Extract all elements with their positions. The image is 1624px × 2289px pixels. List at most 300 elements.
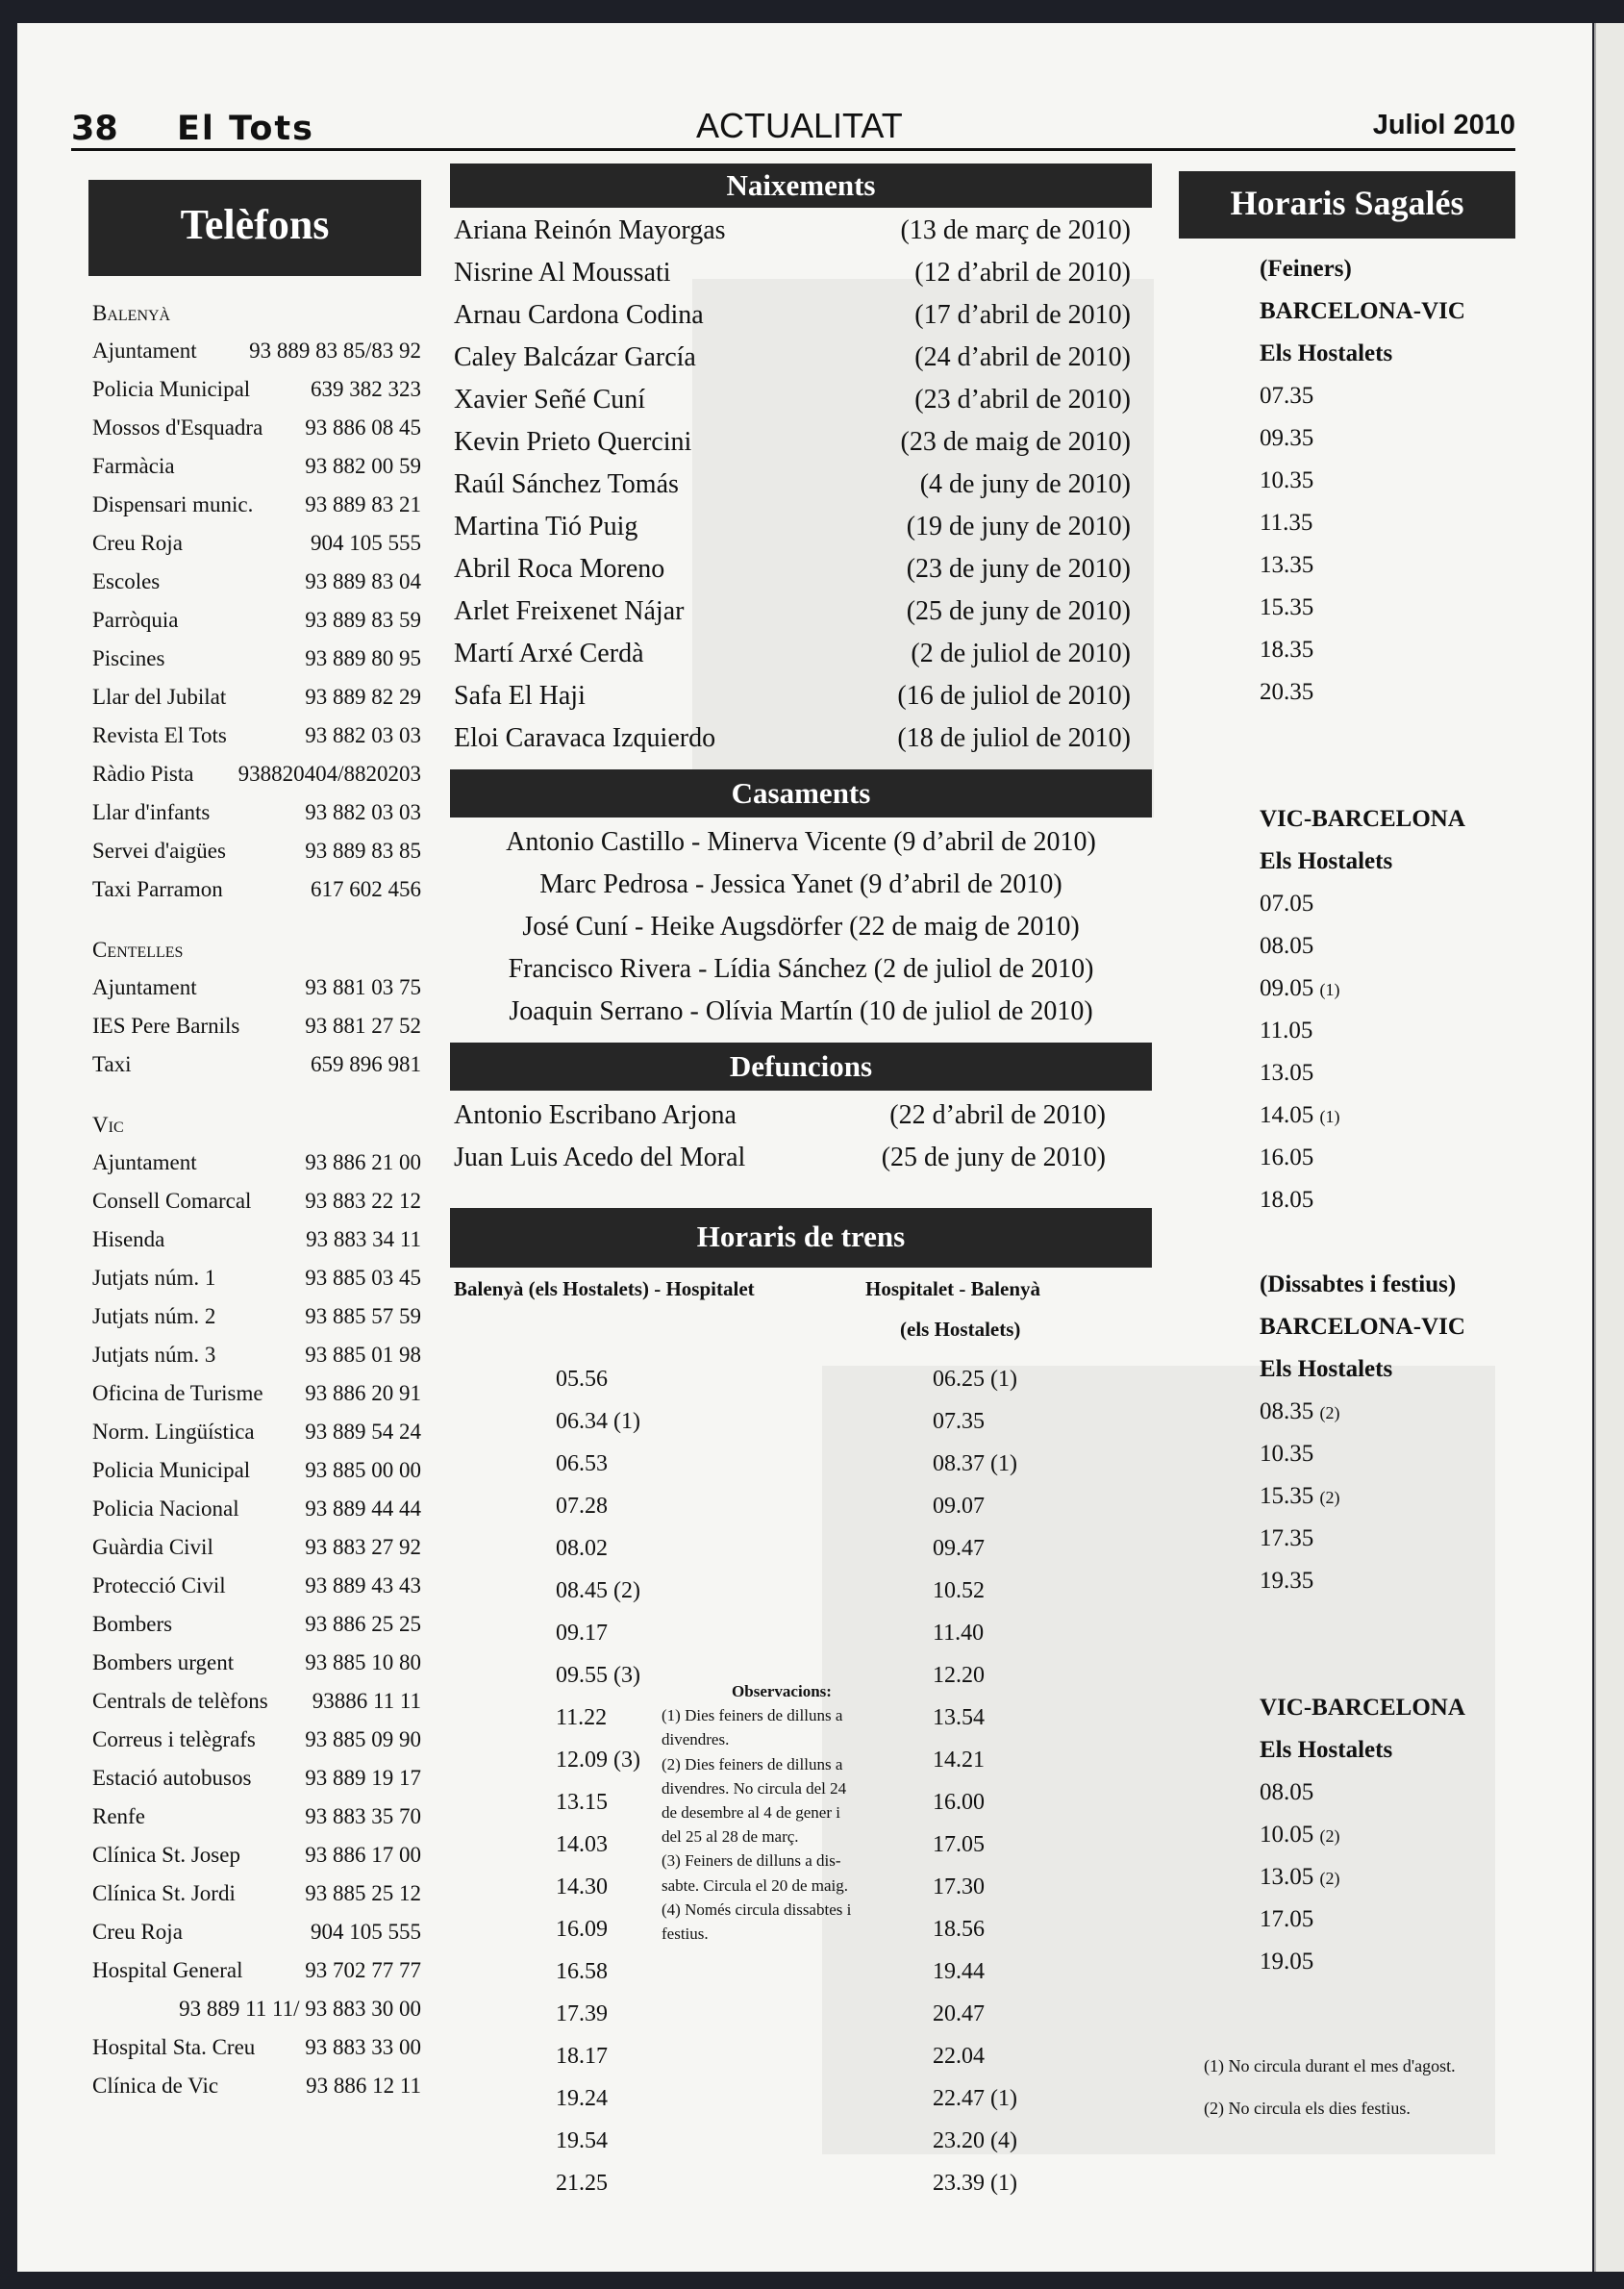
train-time: 21.25 [556,2171,608,2196]
train-time: 14.03 [556,1832,608,1857]
bus-time: 11.05 [1260,1018,1313,1044]
bus-time-note: (2) [1319,1869,1340,1888]
phone-row [88,486,421,524]
train-time: 09.07 [933,1494,985,1519]
phone-row [88,563,421,601]
phone-row [88,1874,421,1913]
birth-row [450,548,1152,591]
birth-date: (23 de maig de 2010) [900,427,1131,457]
phone-label: Ajuntament [92,1150,197,1174]
phone-number: 93 889 83 59 [305,608,421,632]
phone-label: Revista El Tots [92,723,227,747]
phone-label: Hospital Sta. Creu [92,2035,256,2059]
birth-name: Safa El Haji [454,681,586,711]
train-time: 06.25 (1) [933,1367,1017,1392]
birth-name: Arlet Freixenet Nájar [454,596,685,626]
bus-time-row [1260,1560,1515,1602]
phone-label: Escoles [92,569,161,593]
bus-time-row [1260,968,1515,1010]
bus-time: 11.35 [1260,510,1313,536]
bus-time: 17.35 [1260,1525,1314,1551]
phone-number: 659 896 981 [311,1052,421,1076]
telefons-title: Telèfons [88,180,421,276]
route-vic-barcelona: VIC-BARCELONA [1260,806,1465,832]
birth-row [450,717,1152,760]
stop-els-hostalets: Els Hostalets [1260,1737,1393,1763]
phone-label: Farmàcia [92,454,175,478]
phone-number: 93 883 34 11 [306,1227,421,1251]
wedding-row: Francisco Rivera - Lídia Sánchez (2 de juliol de 2010) [508,954,1094,984]
phone-row [88,717,421,755]
phone-number: 93 882 00 59 [305,454,421,478]
wedding-row: José Cuní - Heike Augsdörfer (22 de maig de 2010) [522,912,1080,942]
bus-time-row [1260,460,1515,502]
train-time: 06.34 (1) [556,1409,640,1434]
phone-row [88,793,421,832]
phone-label: Correus i telègrafs [92,1727,256,1751]
phone-number: 93 889 11 11/ 93 883 30 00 [179,1997,421,2021]
telefons-column [88,180,421,2105]
phone-number: 93 889 82 29 [305,685,421,709]
bus-time-row [1260,502,1515,544]
trens-right-header-2: (els Hostalets) [900,1318,1021,1341]
defuncions-title: Defuncions [450,1043,1152,1091]
phone-label: Taxi [92,1052,132,1076]
phone-label: Policia Municipal [92,377,251,401]
train-time: 12.20 [933,1663,985,1688]
phone-label: Clínica St. Josep [92,1843,240,1867]
trens-table [450,1273,1152,2197]
train-time: 17.30 [933,1874,985,1899]
bus-time-row [1260,417,1515,460]
phone-number: 93 889 19 17 [305,1766,421,1790]
train-time: 22.47 (1) [933,2086,1017,2111]
phone-label: Jutjats núm. 1 [92,1266,216,1290]
phone-number: 93 889 54 24 [305,1420,421,1444]
birth-row [450,337,1152,379]
phone-label: Creu Roja [92,1920,183,1944]
masthead [71,102,1515,151]
bus-time: 13.05 [1260,1864,1314,1890]
phone-row [88,1045,421,1084]
bus-time: 16.05 [1260,1144,1314,1170]
phone-row [88,1451,421,1490]
birth-name: Caley Balcázar García [454,342,696,372]
phone-row [88,1259,421,1297]
phone-group-title: Centelles [92,938,184,962]
route-vic-barcelona: VIC-BARCELONA [1260,1695,1465,1721]
phone-label: Ajuntament [92,339,197,363]
birth-row [450,464,1152,506]
phone-label: Clínica St. Jordi [92,1881,236,1905]
bus-time-row [1260,1179,1515,1221]
death-date: (25 de juny de 2010) [881,1143,1106,1172]
train-time: 17.39 [556,2001,608,2026]
bus-time-row [1260,1941,1515,1983]
sagales-column [1179,171,1515,2118]
phone-label: Centrals de telèfons [92,1689,268,1713]
casaments-title: Casaments [450,769,1152,818]
bus-time-row [1260,1094,1515,1137]
train-time: 19.54 [556,2128,608,2153]
wedding-row: Marc Pedrosa - Jessica Yanet (9 d’abril de 2010) [539,869,1062,899]
festius-label: (Dissabtes i festius) [1260,1271,1457,1297]
birth-row [450,675,1152,717]
train-time: 13.15 [556,1790,608,1815]
phone-row [88,870,421,909]
bus-time: 08.05 [1260,1779,1314,1805]
magazine-name: El Tots [177,110,314,148]
birth-name: Xavier Señé Cuní [454,385,646,415]
phone-number: 617 602 456 [311,877,421,901]
death-row [450,1137,1152,1179]
bus-time-row [1260,1433,1515,1475]
bus-time: 20.35 [1260,679,1314,705]
phone-row [88,524,421,563]
train-time: 19.24 [556,2086,608,2111]
bus-time: 08.05 [1260,933,1314,959]
birth-row [450,252,1152,294]
stop-els-hostalets: Els Hostalets [1260,848,1393,874]
phone-row [88,1220,421,1259]
train-time: 11.22 [556,1705,608,1730]
phone-row [88,1182,421,1220]
bus-time: 09.05 [1260,975,1314,1001]
phone-label: Consell Comarcal [92,1189,252,1213]
phone-row [88,1759,421,1798]
phone-number: 93 885 25 12 [305,1881,421,1905]
bus-time: 19.05 [1260,1949,1314,1975]
phone-label: Norm. Lingüística [92,1420,255,1444]
phone-number: 938820404/8820203 [237,762,421,786]
birth-row [450,633,1152,675]
wedding-row: Antonio Castillo - Minerva Vicente (9 d’abril de 2010) [506,827,1096,857]
bus-time-row [1260,629,1515,671]
birth-name: Arnau Cardona Codina [454,300,704,330]
trens-right-header-1: Hospitalet - Balenyà [865,1277,1040,1300]
phone-number: 93 889 83 85 [305,839,421,863]
observacio-line: (3) Feiners de dilluns a dis- [662,1851,841,1871]
phone-row [88,409,421,447]
phone-group-title: Vic [92,1113,124,1137]
bus-time: 07.05 [1260,891,1314,917]
sagales-note-2: (2) No circula els dies festius. [1204,2099,1411,2118]
phone-row [88,640,421,678]
phone-label: Guàrdia Civil [92,1535,213,1559]
train-time: 16.58 [556,1959,608,1984]
next-page-edge [1594,23,1624,2272]
train-time: 16.00 [933,1790,985,1815]
train-time: 16.09 [556,1917,608,1942]
phone-label: Taxi Parramon [92,877,223,901]
phone-label: Protecció Civil [92,1573,226,1597]
phone-row [88,1413,421,1451]
phone-number: 93 881 03 75 [305,975,421,999]
bus-time: 13.35 [1260,552,1314,578]
route-barcelona-vic: BARCELONA-VIC [1260,298,1465,324]
birth-date: (23 de juny de 2010) [906,554,1131,584]
bus-time-row [1260,671,1515,714]
bus-time-row [1260,925,1515,968]
birth-date: (2 de juliol de 2010) [911,639,1131,668]
death-name: Juan Luis Acedo del Moral [454,1143,746,1172]
birth-date: (19 de juny de 2010) [906,512,1131,541]
phone-row [88,1913,421,1951]
phone-label: Ràdio Pista [92,762,194,786]
bus-time-note: (2) [1319,1403,1340,1422]
train-time: 19.44 [933,1959,985,1984]
phone-number: 93 885 10 80 [305,1650,421,1674]
phone-number: 93 886 21 00 [305,1150,421,1174]
phone-number: 93 886 08 45 [305,415,421,440]
phone-label: Clínica de Vic [92,2074,219,2098]
phone-number: 93 883 27 92 [305,1535,421,1559]
bus-time-row [1260,1010,1515,1052]
phone-number: 93 883 22 12 [305,1189,421,1213]
train-time: 11.40 [933,1621,985,1646]
phone-number: 93 889 43 43 [305,1573,421,1597]
phone-number: 904 105 555 [311,1920,421,1944]
observacio-line: (4) Només circula dissabtes i [662,1899,852,1919]
phone-row [88,1336,421,1374]
birth-row [450,210,1152,252]
train-time: 23.20 (4) [933,2128,1017,2153]
phone-row [88,1682,421,1721]
birth-name: Eloi Caravaca Izquierdo [454,723,716,753]
phone-label: Bombers [92,1612,173,1636]
phone-number: 93 886 20 91 [305,1381,421,1405]
birth-name: Kevin Prieto Quercini [454,427,692,457]
bus-time: 10.35 [1260,1441,1314,1467]
train-time: 07.35 [933,1409,985,1434]
phone-row [88,1836,421,1874]
phone-row [88,1990,421,2028]
bus-time: 14.05 [1260,1102,1314,1128]
train-time: 06.53 [556,1451,608,1476]
bus-time: 18.35 [1260,637,1314,663]
phone-label: Parròquia [92,608,179,632]
phone-number: 93 881 27 52 [305,1014,421,1038]
train-time: 08.02 [556,1536,608,1561]
section-title: ACTUALITAT [696,106,903,145]
birth-name: Raúl Sánchez Tomás [454,469,679,499]
phone-label: Jutjats núm. 3 [92,1343,216,1367]
bus-time-row [1260,1899,1515,1941]
bus-time: 15.35 [1260,1483,1314,1509]
phone-label: Dispensari munic. [92,492,254,516]
phone-number: 93886 11 11 [312,1689,421,1713]
birth-date: (16 de juliol de 2010) [897,681,1131,711]
birth-date: (24 d’abril de 2010) [914,342,1131,372]
phone-number: 93 889 83 04 [305,569,421,593]
phone-row [88,832,421,870]
train-time: 20.47 [933,2001,985,2026]
phone-row [88,1144,421,1182]
birth-date: (25 de juny de 2010) [906,596,1131,626]
train-time: 09.17 [556,1621,608,1646]
bus-time-row [1260,883,1515,925]
phone-row [88,447,421,486]
phone-number: 93 885 00 00 [305,1458,421,1482]
phone-number: 93 889 80 95 [305,646,421,670]
phone-row [88,1007,421,1045]
birth-date: (12 d’abril de 2010) [914,258,1131,288]
bus-time: 08.35 [1260,1398,1314,1424]
feiners-label: (Feiners) [1260,256,1352,282]
train-time: 17.05 [933,1832,985,1857]
train-time: 09.55 (3) [556,1663,640,1688]
bus-time-row [1260,375,1515,417]
bus-time: 09.35 [1260,425,1314,451]
sagales-note-1: (1) No circula durant el mes d'agost. [1204,2056,1456,2075]
birth-name: Ariana Reinón Mayorgas [454,215,726,245]
birth-date: (17 d’abril de 2010) [914,300,1131,330]
phone-row [88,1644,421,1682]
phone-label: Bombers urgent [92,1650,235,1674]
train-time: 10.52 [933,1578,985,1603]
bus-time-row [1260,587,1515,629]
phone-number: 93 886 12 11 [306,2074,421,2098]
bus-time-note: (1) [1319,980,1340,999]
train-time: 14.30 [556,1874,608,1899]
phone-number: 93 702 77 77 [305,1958,421,1982]
phone-row [88,1297,421,1336]
phone-number: 904 105 555 [311,531,421,555]
observacio-line: festius. [662,1924,709,1944]
observacio-line: divendres. No circula del 24 [662,1778,847,1798]
phone-row [88,332,421,370]
birth-row [450,591,1152,633]
train-time: 09.47 [933,1536,985,1561]
bus-time: 17.05 [1260,1906,1314,1932]
phone-number: 93 882 03 03 [305,800,421,824]
phone-label: Jutjats núm. 2 [92,1304,216,1328]
phone-label: Policia Nacional [92,1497,239,1521]
phone-number: 93 889 83 21 [305,492,421,516]
bus-time-row [1260,1475,1515,1518]
phone-row [88,968,421,1007]
phone-number: 93 889 83 85/83 92 [249,339,421,363]
bus-time-row [1260,1772,1515,1814]
phone-number: 93 885 01 98 [305,1343,421,1367]
naixements-title: Naixements [450,164,1152,208]
bus-time-row [1260,1856,1515,1899]
bus-time: 10.05 [1260,1822,1314,1848]
train-time: 13.54 [933,1705,985,1730]
phone-number: 93 885 57 59 [305,1304,421,1328]
bus-time: 18.05 [1260,1187,1314,1213]
bus-time-row [1260,1814,1515,1856]
bus-time-note: (2) [1319,1488,1340,1507]
observacio-line: del 25 al 28 de març. [662,1827,799,1847]
birth-row [450,421,1152,464]
train-time: 05.56 [556,1367,608,1392]
phone-label: Oficina de Turisme [92,1381,263,1405]
phone-label: Renfe [92,1804,145,1828]
death-date: (22 d’abril de 2010) [889,1100,1106,1130]
phone-row [88,1721,421,1759]
observacio-line: divendres. [662,1730,730,1749]
phone-row [88,755,421,793]
bus-time: 19.35 [1260,1568,1314,1594]
phone-number: 93 883 35 70 [305,1804,421,1828]
birth-row [450,294,1152,337]
phone-number: 93 882 03 03 [305,723,421,747]
phone-row [88,1798,421,1836]
phone-number: 93 883 33 00 [305,2035,421,2059]
train-time: 12.09 (3) [556,1748,640,1773]
train-time: 18.56 [933,1917,985,1942]
bus-time: 07.35 [1260,383,1314,409]
birth-name: Martí Arxé Cerdà [454,639,644,668]
bus-time: 15.35 [1260,594,1314,620]
phone-number: 93 886 17 00 [305,1843,421,1867]
phone-label: Ajuntament [92,975,197,999]
phone-label: Creu Roja [92,531,183,555]
phone-label: Policia Municipal [92,1458,251,1482]
birth-date: (4 de juny de 2010) [919,469,1131,499]
death-name: Antonio Escribano Arjona [454,1100,737,1130]
phone-label: Estació autobusos [92,1766,252,1790]
bus-time-note: (2) [1319,1826,1340,1846]
observacio-line: sabte. Circula el 20 de maig. [662,1875,849,1895]
birth-name: Nisrine Al Moussati [454,258,671,288]
phone-row [88,1490,421,1528]
sagales-title: Horaris Sagalés [1179,171,1515,239]
issue-date: Juliol 2010 [1372,110,1515,140]
wedding-row: Joaquin Serrano - Olívia Martín (10 de juliol de 2010) [509,996,1093,1026]
birth-date: (13 de març de 2010) [900,215,1131,245]
phone-row [88,1605,421,1644]
phone-number: 639 382 323 [311,377,421,401]
middle-column [450,164,1152,2197]
phone-label: Mossos d'Esquadra [92,415,263,440]
phone-row [88,1528,421,1567]
birth-date: (23 d’abril de 2010) [914,385,1131,415]
bus-time: 10.35 [1260,467,1314,493]
phone-row [88,2028,421,2067]
bus-time-row [1260,1052,1515,1094]
train-time: 08.37 (1) [933,1451,1017,1476]
observacio-line: (1) Dies feiners de dilluns a [662,1706,843,1725]
bus-time: 13.05 [1260,1060,1314,1086]
phone-row [88,601,421,640]
phone-number: 93 885 03 45 [305,1266,421,1290]
observacio-line: de desembre al 4 de gener i [662,1803,840,1823]
phone-number: 93 889 44 44 [305,1497,421,1521]
birth-row [450,379,1152,421]
phone-label: IES Pere Barnils [92,1014,240,1038]
trens-title: Horaris de trens [450,1208,1152,1268]
birth-row [450,506,1152,548]
train-time: 08.45 (2) [556,1578,640,1603]
phone-label: Llar d'infants [92,800,211,824]
bus-time-note: (1) [1319,1107,1340,1126]
train-time: 14.21 [933,1748,985,1773]
phone-label: Piscines [92,646,165,670]
trens-left-header: Balenyà (els Hostalets) - Hospitalet [454,1277,755,1300]
phone-row [88,1567,421,1605]
observacions [662,1679,892,1946]
birth-name: Abril Roca Moreno [454,554,665,584]
train-time: 22.04 [933,2044,985,2069]
phone-label: Hisenda [92,1227,165,1251]
bus-time-row [1260,1518,1515,1560]
phone-number: 93 885 09 90 [305,1727,421,1751]
stop-els-hostalets: Els Hostalets [1260,1356,1393,1382]
phone-number: 93 886 25 25 [305,1612,421,1636]
birth-name: Martina Tió Puig [454,512,638,541]
